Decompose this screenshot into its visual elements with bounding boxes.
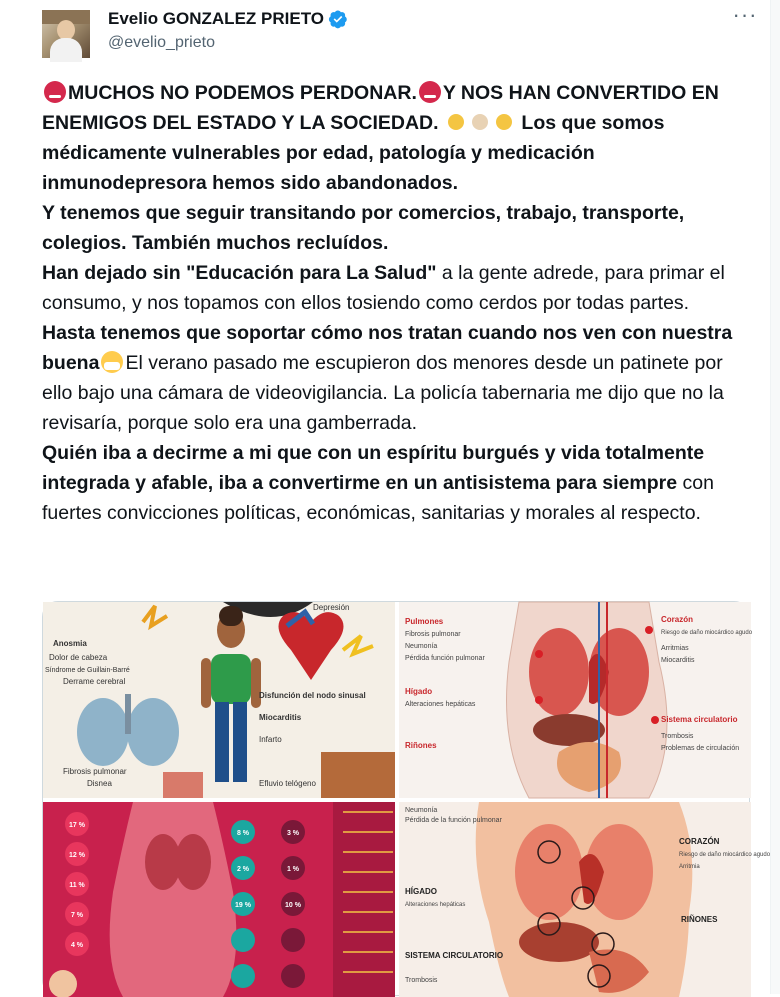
percent-badge: 3 % <box>286 830 300 837</box>
tweet-text <box>42 78 754 528</box>
image-4-label: SISTEMA CIRCULATORIO <box>405 951 504 960</box>
image-4-label: HÍGADO <box>405 887 437 896</box>
image-1-label: Miocarditis <box>259 713 302 722</box>
image-4-label: Trombosis <box>405 977 438 984</box>
author-row <box>108 8 348 30</box>
image-1-label: Efluvio telógeno <box>259 779 316 788</box>
percent-badge: 10 % <box>285 902 301 909</box>
more-options-icon[interactable]: ··· <box>732 2 758 27</box>
image-1-label: Fibrosis pulmonar <box>63 767 127 776</box>
image-4-label: Neumonía <box>405 807 438 814</box>
image-2-label: Miocarditis <box>661 657 695 664</box>
image-1-label: Disfunción del nodo sinusal <box>259 691 366 700</box>
image-4-label: Riesgo de daño miocárdico agudo <box>679 852 771 858</box>
tweet-sentence-4: Y tenemos que seguir transitando por comercios, trabajo, transporte, colegios. También muchos recluídos. <box>42 202 685 254</box>
person-icon <box>496 114 512 130</box>
image-2-label: Pérdida función pulmonar <box>405 655 485 662</box>
face-with-mask-icon <box>101 351 123 373</box>
percent-badge: 8 % <box>236 830 250 837</box>
percent-badge: 2 % <box>236 866 250 873</box>
image-1-label: Síndrome de Guillain-Barré <box>45 667 130 674</box>
media-grid <box>42 601 771 996</box>
avatar[interactable] <box>42 10 90 58</box>
image-4-label: Alteraciones hepáticas <box>405 902 466 908</box>
image-4-label: CORAZÓN <box>679 837 720 846</box>
image-2-label: Riesgo de daño miocárdico agudo <box>661 630 753 636</box>
image-1-label: Dolor de cabeza <box>49 653 108 662</box>
tweet-sentence-7: Hasta tenemos que soportar cómo nos tratan cuando nos ven con nuestra buena <box>42 322 733 374</box>
media-image-4[interactable] <box>399 802 771 997</box>
angry-face-icon <box>44 81 66 103</box>
image-4-label: Arritmia <box>679 864 700 870</box>
image-2-label: Pulmones <box>405 617 444 626</box>
percent-badge: 4 % <box>70 942 84 949</box>
tweet-sentence-1: MUCHOS NO PODEMOS PERDONAR. <box>68 82 417 104</box>
media-image-3[interactable] <box>43 802 395 997</box>
image-2-label: Neumonía <box>405 643 438 650</box>
media-image-2[interactable] <box>399 602 751 798</box>
tweet-sentence-3: Los que somos médicamente vulnerables por edad, patología y medicación inmunodepresora hemos sido abandonados. <box>42 112 665 194</box>
tweet-sentence-6: a la gente adrede, para primar el consumo, y nos topamos con ellos tosiendo como cerdos por todas partes. <box>42 262 725 314</box>
percent-badge: 11 % <box>69 882 85 889</box>
image-2-label: Sistema circulatorio <box>661 715 738 724</box>
media-image-1[interactable] <box>43 602 395 798</box>
older-person-icon <box>472 114 488 130</box>
right-edge <box>770 0 780 994</box>
image-2-label: Riñones <box>405 741 437 750</box>
image-2-label: Problemas de circulación <box>661 745 740 752</box>
person-icon <box>448 114 464 130</box>
percent-badge: 17 % <box>69 822 85 829</box>
image-4-label: Pérdida de la función pulmonar <box>405 817 502 824</box>
image-1-label: Anosmia <box>53 639 87 648</box>
percent-badge: 12 % <box>69 852 85 859</box>
image-1-label: Infarto <box>259 735 282 744</box>
tweet-sentence-9: Quién iba a decirme a mi que con un espíritu burgués y vida totalmente integrada y afable, iba a convertirme en un antisistema para siempre <box>42 442 705 494</box>
image-1-label: Depresión <box>313 603 350 612</box>
image-1-label: Derrame cerebral <box>63 677 126 686</box>
tweet-sentence-2: Y NOS HAN CONVERTIDO EN ENEMIGOS DEL ESTADO Y LA SOCIEDAD. <box>42 82 719 134</box>
image-2-label: Trombosis <box>661 733 694 740</box>
image-2-label: Alteraciones hepáticas <box>405 701 476 708</box>
verified-badge-icon <box>328 9 348 29</box>
image-2-label: Hígado <box>405 687 433 696</box>
angry-face-icon <box>419 81 441 103</box>
image-4-label: RIÑONES <box>681 915 718 924</box>
author-handle[interactable]: @evelio_prieto <box>108 34 215 51</box>
tweet-header <box>42 2 760 58</box>
image-2-label: Corazón <box>661 615 693 624</box>
image-2-label: Arritmias <box>661 645 689 652</box>
image-1-label: Disnea <box>87 779 112 788</box>
percent-badge: 19 % <box>235 902 251 909</box>
image-2-label: Fibrosis pulmonar <box>405 631 461 638</box>
author-name[interactable]: Evelio GONZALEZ PRIETO <box>108 9 324 28</box>
tweet-sentence-10: con fuertes convicciones políticas, económicas, sanitarias y morales al respecto. <box>42 472 714 524</box>
tweet-sentence-8: El verano pasado me escupieron dos menores desde un patinete por ello bajo una cámara de videovigilancia. La policía tabernaria me dijo que no la revisaría, porque solo era una gamberrada. <box>42 352 724 434</box>
tweet-sentence-5: Han dejado sin "Educación para La Salud" <box>42 262 437 284</box>
percent-badge: 1 % <box>286 866 300 873</box>
percent-badge: 7 % <box>70 912 84 919</box>
